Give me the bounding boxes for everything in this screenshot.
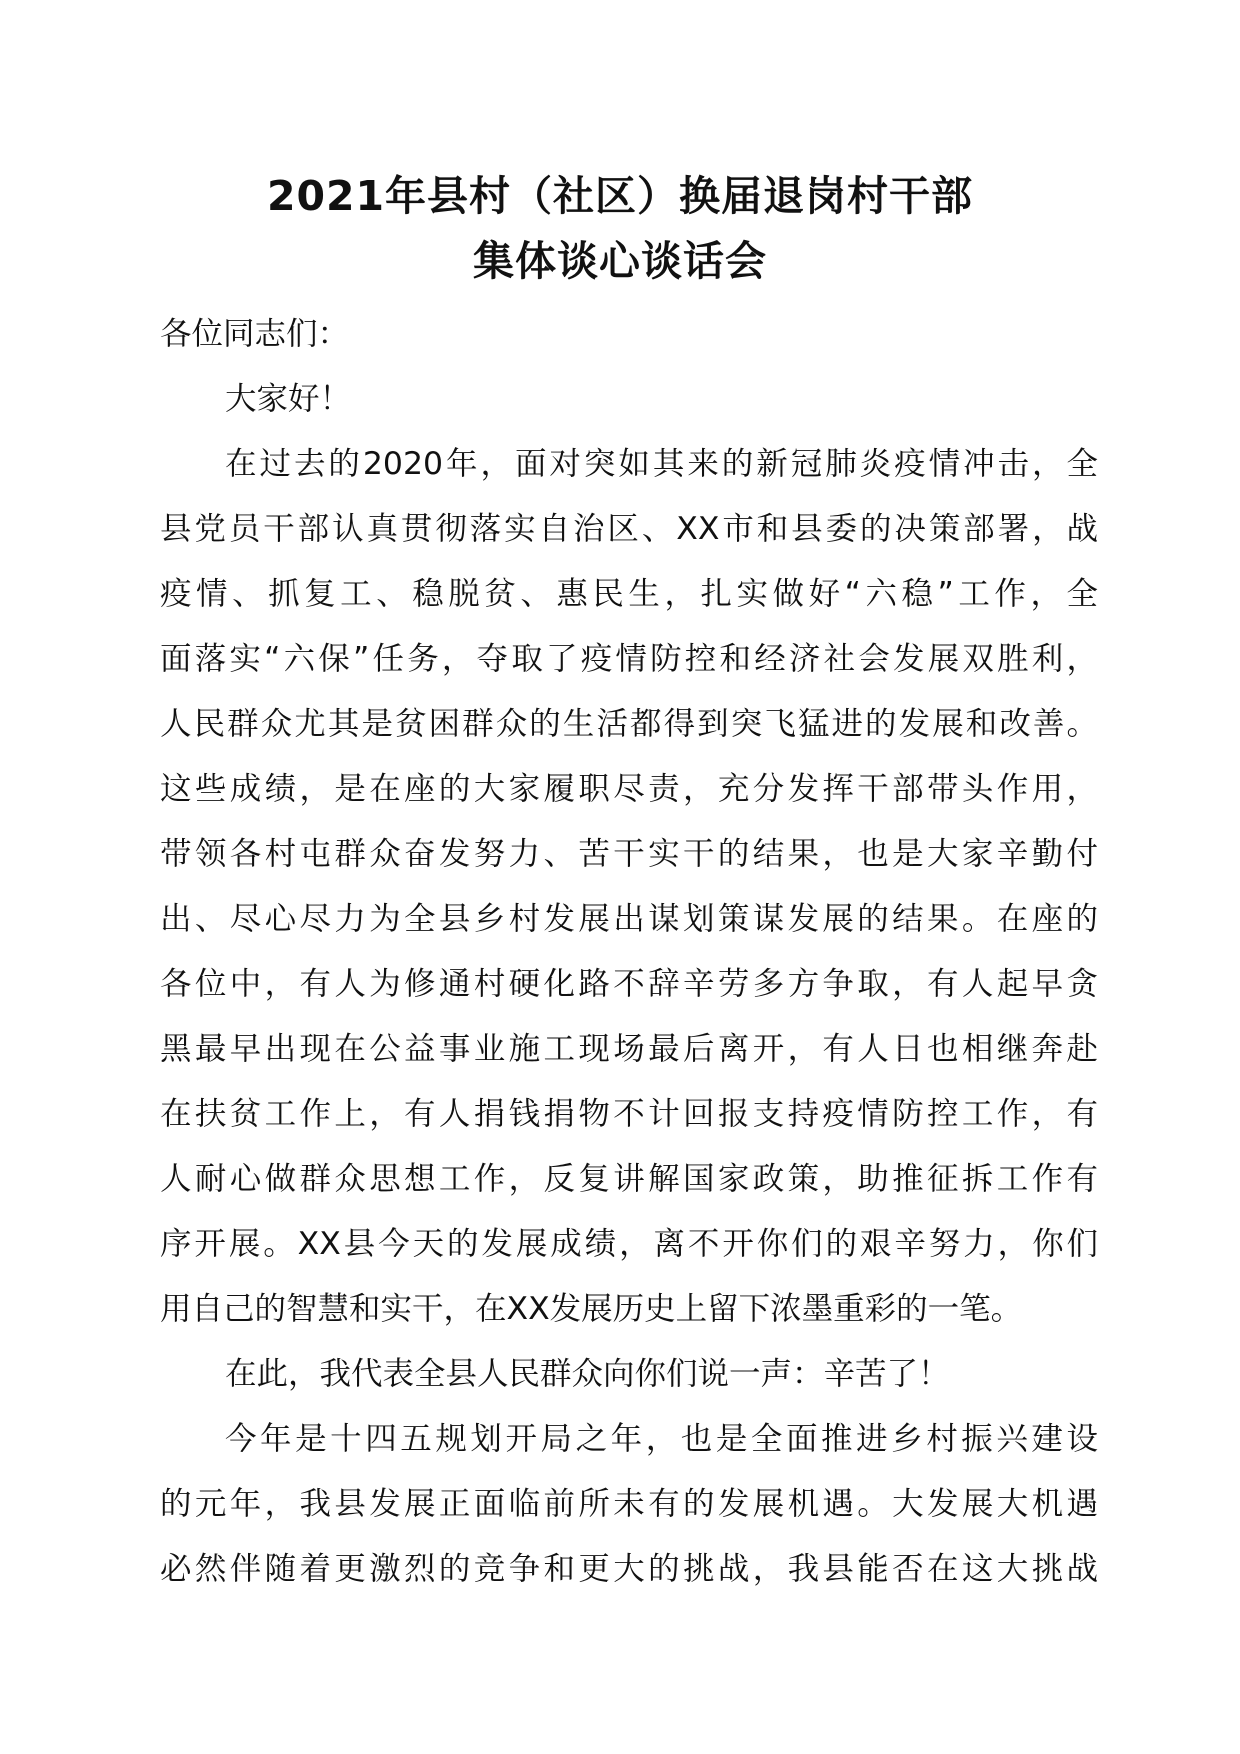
document-title-line-1: 2021年县村（社区）换届退岗村干部 [266, 172, 974, 220]
body-text-line: 县党员干部认真贯彻落实自治区、XX市和县委的决策部署，战 [160, 511, 1098, 547]
body-text-line: 大家好！ [225, 381, 352, 417]
body-text-line: 疫情、抓复工、稳脱贫、惠民生，扎实做好“六稳”工作，全 [160, 576, 1098, 612]
body-text-line: 在扶贫工作上，有人捐钱捐物不计回报支持疫情防控工作，有 [160, 1096, 1098, 1132]
body-text-line: 今年是十四五规划开局之年，也是全面推进乡村振兴建设 [225, 1421, 1098, 1457]
body-text-line: 必然伴随着更激烈的竞争和更大的挑战，我县能否在这大挑战 [160, 1551, 1098, 1587]
body-text-line: 的元年，我县发展正面临前所未有的发展机遇。大发展大机遇 [160, 1486, 1098, 1522]
document-title-line-2: 集体谈心谈话会 [473, 237, 767, 285]
body-text-line: 序开展。XX县今天的发展成绩，离不开你们的艰辛努力，你们 [160, 1226, 1098, 1262]
body-text-line: 在此，我代表全县人民群众向你们说一声：辛苦了！ [225, 1356, 950, 1392]
body-text-line: 带领各村屯群众奋发努力、苦干实干的结果，也是大家辛勤付 [160, 836, 1098, 872]
body-text-line: 这些成绩，是在座的大家履职尽责，充分发挥干部带头作用， [160, 771, 1098, 807]
body-text-line: 用自己的智慧和实干，在XX发展历史上留下浓墨重彩的一笔。 [160, 1291, 1023, 1327]
body-text-line: 人民群众尤其是贫困群众的生活都得到突飞猛进的发展和改善。 [160, 706, 1098, 742]
body-text-line: 人耐心做群众思想工作，反复讲解国家政策，助推征拆工作有 [160, 1161, 1098, 1197]
body-text-line: 各位中，有人为修通村硬化路不辞辛劳多方争取，有人起早贪 [160, 966, 1098, 1002]
body-text-line: 出、尽心尽力为全县乡村发展出谋划策谋发展的结果。在座的 [160, 901, 1098, 937]
body-text-line: 面落实“六保”任务，夺取了疫情防控和经济社会发展双胜利， [160, 641, 1098, 677]
body-text-line: 黑最早出现在公益事业施工现场最后离开，有人日也相继奔赴 [160, 1031, 1098, 1067]
body-text-line: 在过去的2020年，面对突如其来的新冠肺炎疫情冲击，全 [225, 446, 1098, 482]
body-text-line: 各位同志们： [160, 316, 350, 352]
document-body [160, 302, 1098, 1602]
